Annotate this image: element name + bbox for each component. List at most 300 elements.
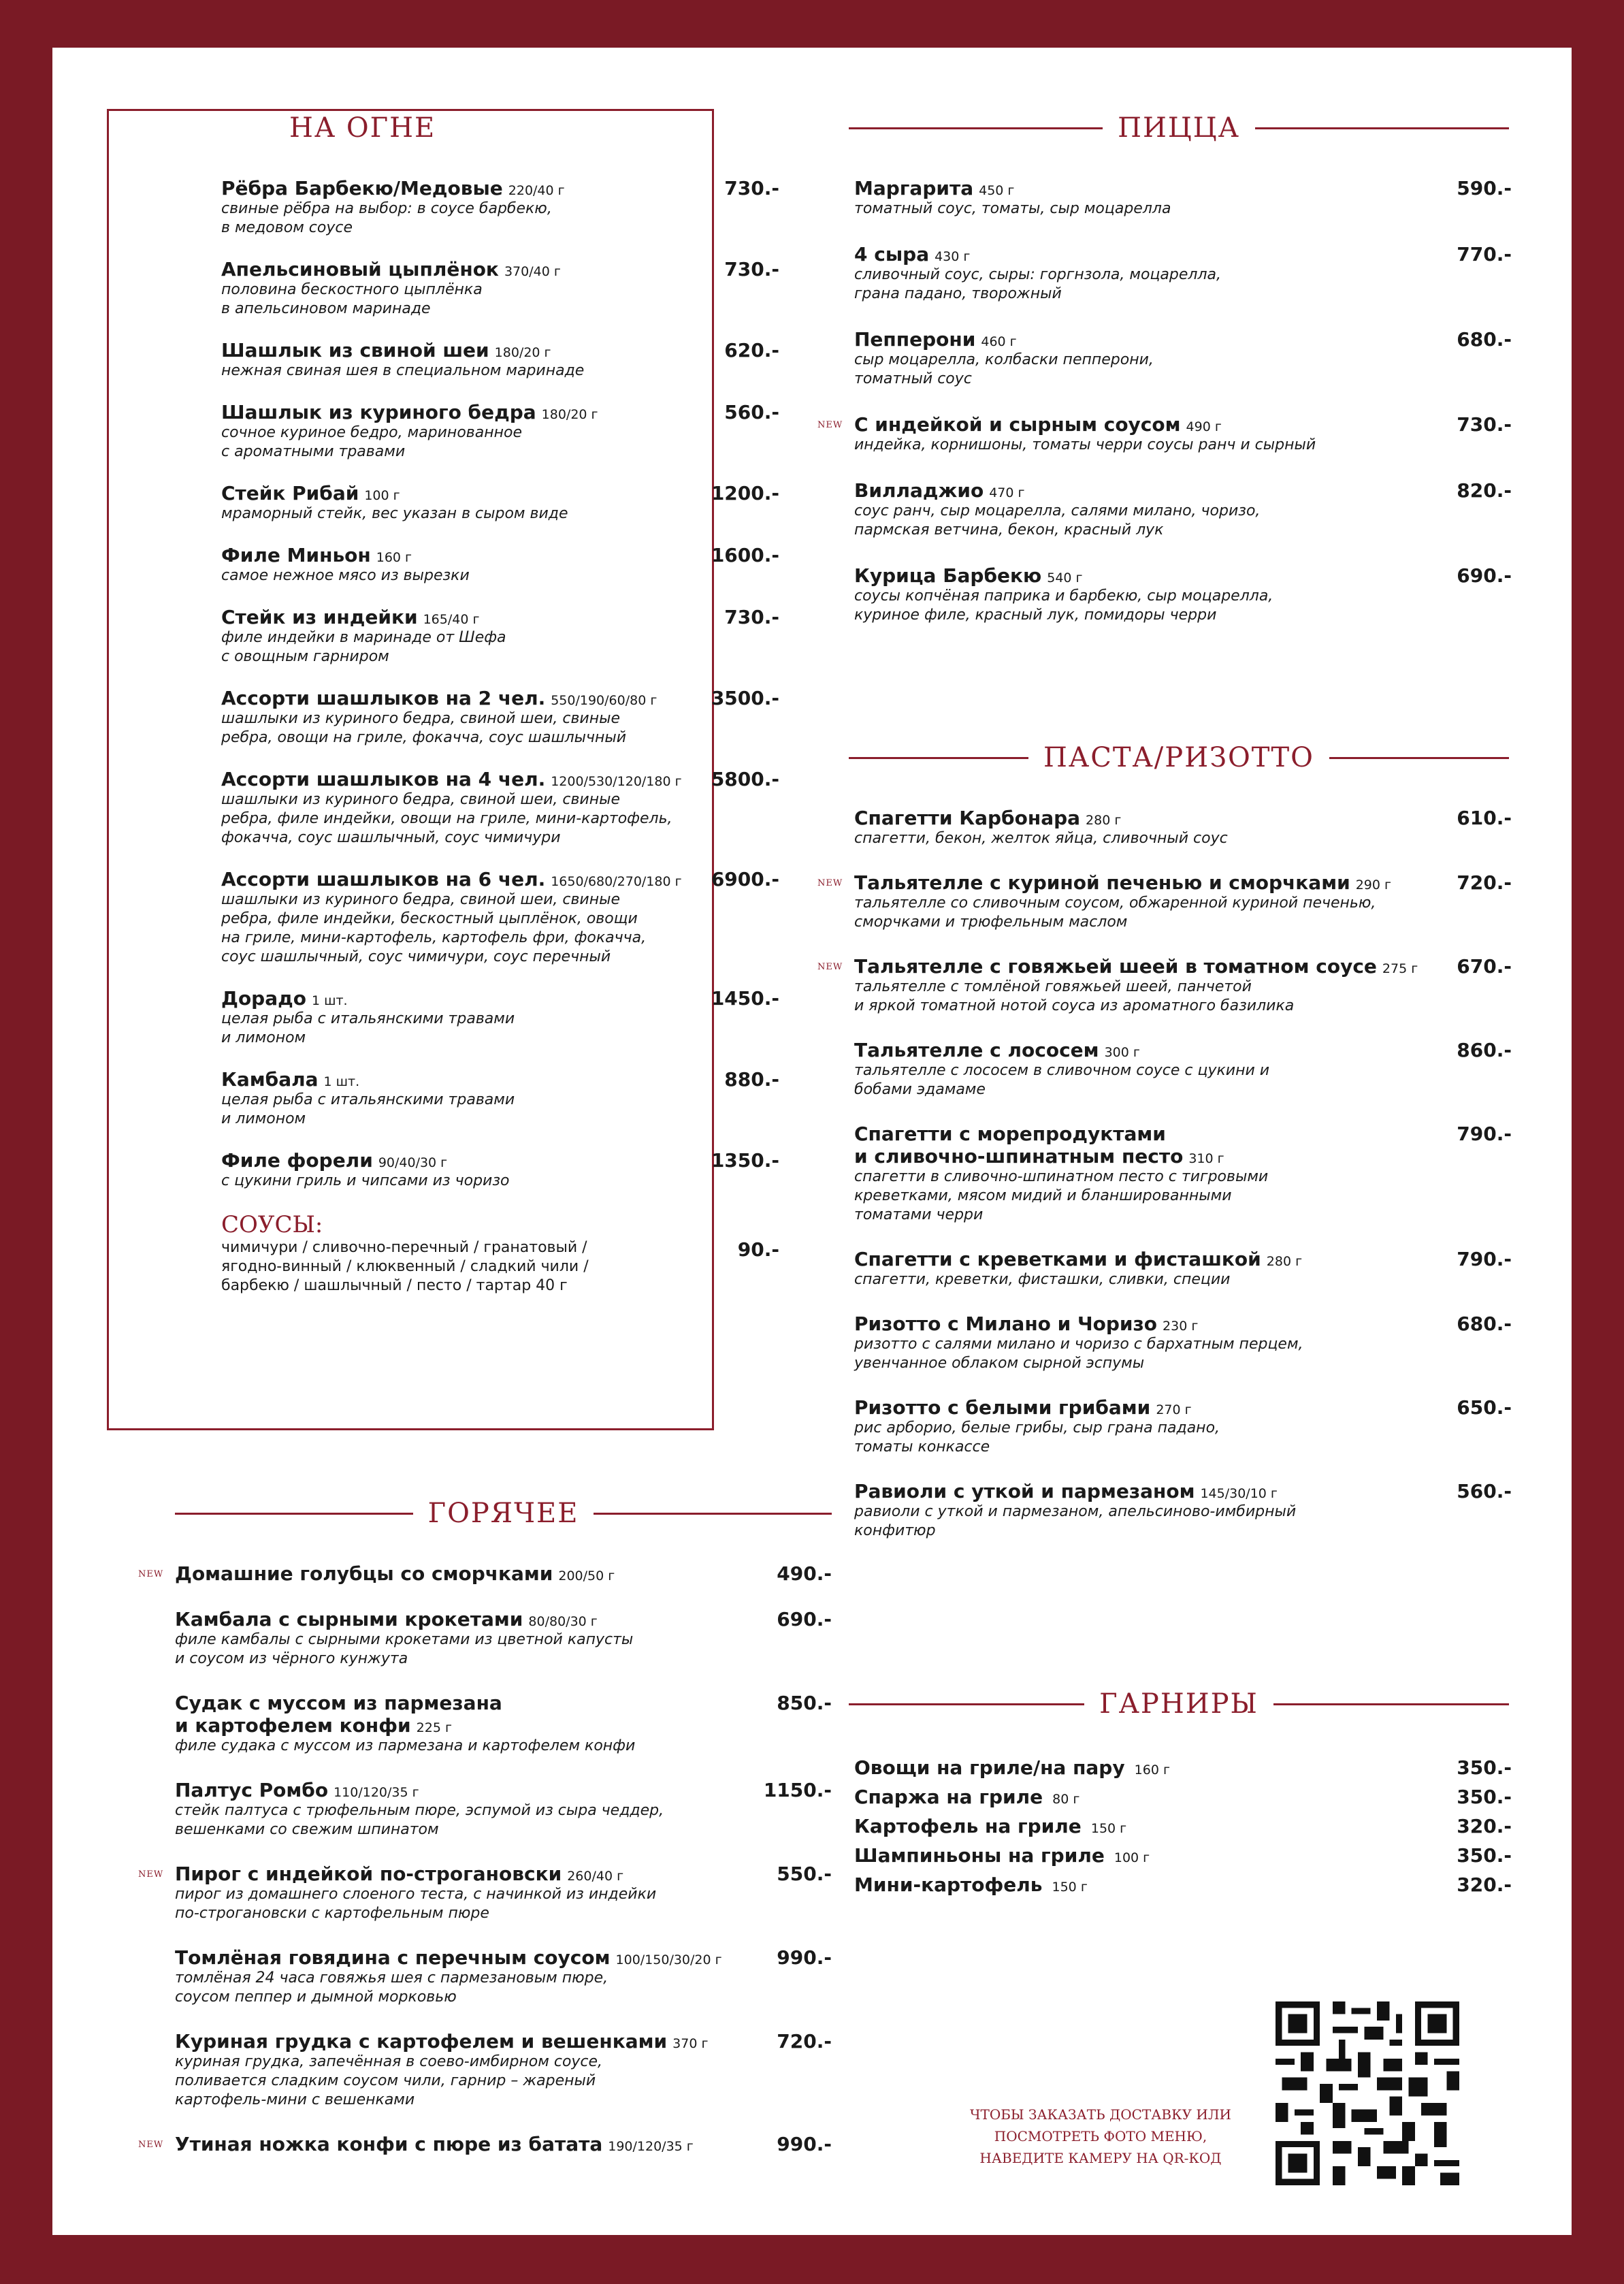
item-weight: 1650/680/270/180 г: [551, 874, 682, 889]
item-description: увенчанное облаком сырной эспумы: [854, 1355, 1145, 1372]
item-name: [854, 243, 970, 266]
item-header: [221, 1068, 779, 1091]
item-description: в медовом соусе: [221, 219, 353, 236]
item-name-line: Ризотто с Милано и Чоризо: [854, 1313, 1158, 1335]
item-description: куриная грудка, запечённая в соево-имбирном соусе,: [175, 2053, 603, 2070]
item-name-line: Стейк Рибай: [221, 482, 359, 504]
item-description: сморчками и трюфельным маслом: [854, 914, 1128, 931]
item-name: [221, 544, 412, 566]
item-name-line: Дорадо: [221, 987, 306, 1010]
menu-item: [221, 987, 779, 1048]
item-description: и соусом из чёрного кунжута: [175, 1650, 408, 1667]
sauces-block: [221, 1211, 779, 1296]
item-weight: 230 г: [1163, 1319, 1199, 1334]
item-weight: 180/20 г: [541, 407, 598, 422]
item-price: 590.-: [1457, 177, 1512, 199]
menu-item: [138, 1863, 832, 1923]
item-name: [221, 258, 561, 280]
item-header: [854, 807, 1512, 829]
menu-item: [854, 807, 1512, 848]
item-price: 690.-: [777, 1608, 832, 1630]
item-description: с ароматными травами: [221, 443, 406, 460]
item-weight: 180/20 г: [494, 345, 551, 360]
item-weight: 1 шт.: [323, 1074, 360, 1089]
item-name-line: Камбала с сырными крокетами: [175, 1608, 523, 1630]
item-weight: 460 г: [981, 334, 1017, 349]
item-description: самое нежное мясо из вырезки: [221, 567, 470, 584]
item-header: [854, 955, 1512, 978]
item-description: тальятелле со сливочным соусом, обжаренной куриной печенью,: [854, 895, 1376, 912]
item-description: в апельсиновом маринаде: [221, 300, 431, 317]
item-description: ребра, филе индейки, бескостный цыплёнок, овощи: [221, 910, 638, 927]
item-price: 850.-: [777, 1692, 832, 1714]
item-name-line: Спагетти Карбонара: [854, 807, 1081, 829]
item-header: [854, 479, 1512, 502]
item-name: [221, 768, 682, 790]
item-name-line: Домашние голубцы со сморчками: [175, 1562, 553, 1585]
item-header: [175, 1779, 832, 1801]
item-name: [854, 1039, 1140, 1061]
divider-line: [1329, 757, 1509, 759]
item-name-line: Куриная грудка с картофелем и вешенками: [175, 2030, 668, 2053]
item-name-line: Курица Барбекю: [854, 564, 1042, 587]
item-description: куриное филе, красный лук, помидоры черри: [854, 607, 1217, 624]
pasta-items-list: [817, 807, 1512, 1564]
item-name: [221, 482, 400, 504]
item-price: 560.-: [724, 401, 779, 423]
garnish-weight: 160 г: [1130, 1763, 1170, 1778]
item-name: [854, 807, 1121, 829]
item-name-line: Стейк из индейки: [221, 606, 418, 628]
item-weight: 190/120/35 г: [608, 2139, 694, 2154]
item-description: поливается сладким соусом чили, гарнир – жареный: [175, 2072, 596, 2089]
item-price: 990.-: [777, 2133, 832, 2155]
item-header: [221, 1149, 779, 1172]
item-name: [854, 479, 1025, 502]
item-name-line: Спагетти с креветками и фисташкой: [854, 1248, 1261, 1270]
garnish-name: Мини-картофель 150 г: [854, 1873, 1088, 1896]
menu-item: [854, 479, 1512, 540]
sauces-title: СОУСЫ:: [221, 1211, 323, 1238]
item-description: томатный соус: [854, 370, 972, 387]
item-price: 770.-: [1457, 243, 1512, 266]
item-name: [221, 606, 479, 628]
menu-item: [221, 544, 779, 585]
item-name: [175, 1562, 615, 1585]
item-description: целая рыба с итальянскими травами: [221, 1010, 515, 1027]
item-description: тальятелле с лососем в сливочном соусе с цукини и: [854, 1062, 1270, 1079]
qr-caption: [924, 2104, 1278, 2169]
item-name: [854, 177, 1014, 199]
hot-section-title: ГОРЯЧЕЕ: [427, 1498, 579, 1529]
item-description: филе индейки в маринаде от Шефа: [221, 629, 506, 646]
item-description: томатный соус, томаты, сыр моцарелла: [854, 200, 1171, 217]
garnish-name: Овощи на гриле/на пару 160 г: [854, 1756, 1170, 1779]
item-name: [854, 1396, 1192, 1419]
menu-item: [854, 1248, 1512, 1289]
sauce-line: барбекю / шашлычный / песто / тартар 40 г: [221, 1277, 568, 1294]
garnish-price: 320.-: [1457, 1873, 1512, 1896]
item-price: 5800.-: [711, 768, 779, 790]
item-price: 1200.-: [711, 482, 779, 504]
item-price: 1600.-: [711, 544, 779, 566]
menu-item: [854, 1396, 1512, 1457]
sauces-row: [221, 1238, 779, 1296]
sauces-price: 90.-: [737, 1238, 779, 1261]
item-name-line: Рёбра Барбекю/Медовые: [221, 177, 503, 199]
item-description: рис арборио, белые грибы, сыр грана падано,: [854, 1419, 1220, 1436]
item-name: [221, 401, 598, 423]
item-name: [854, 871, 1391, 894]
item-description: фокачча, соус шашлычный, соус чимичури: [221, 829, 561, 846]
item-name: [221, 868, 682, 890]
item-weight: 160 г: [376, 550, 412, 565]
item-name-line: Филе Миньон: [221, 544, 371, 566]
item-weight: 370 г: [672, 2036, 709, 2051]
item-description: ризотто с салями милано и чоризо с бархатным перцем,: [854, 1336, 1303, 1353]
menu-item: [854, 177, 1512, 219]
item-description: стейк палтуса с трюфельным пюре, эспумой из сыра чеддер,: [175, 1802, 664, 1819]
item-name: [854, 955, 1418, 978]
fire-section-title: НА ОГНЕ: [277, 112, 448, 144]
item-description: конфитюр: [854, 1522, 936, 1539]
item-name: [175, 2030, 708, 2053]
item-header: [854, 413, 1512, 436]
item-name-line: Пирог с индейкой по-строгановски: [175, 1863, 562, 1885]
menu-item: [854, 1480, 1512, 1541]
item-description: картофель-мини с вешенками: [175, 2091, 415, 2108]
menu-item: [175, 1692, 832, 1756]
item-header: [854, 1248, 1512, 1270]
item-name-line: Филе форели: [221, 1149, 373, 1172]
item-name-line: Томлёная говядина с перечным соусом: [175, 1946, 611, 1969]
item-header: [221, 177, 779, 199]
item-description: шашлыки из куриного бедра, свиной шеи, свиные: [221, 791, 621, 808]
item-description: мраморный стейк, вес указан в сыром виде: [221, 505, 568, 522]
item-description: ребра, овощи на гриле, фокачча, соус шашлычный: [221, 729, 627, 746]
item-name: [175, 1863, 623, 1885]
pasta-section-title: ПАСТА/РИЗОТТО: [1043, 742, 1314, 773]
item-description: бобами эдамаме: [854, 1081, 986, 1098]
item-name: [175, 1608, 598, 1630]
item-name: [854, 564, 1083, 587]
item-weight: 310 г: [1188, 1151, 1224, 1166]
item-description: креветками, мясом мидий и бланшированными: [854, 1187, 1232, 1204]
item-price: 730.-: [1457, 413, 1512, 436]
item-price: 720.-: [777, 2030, 832, 2053]
item-description: с цукини гриль и чипсами из чоризо: [221, 1172, 510, 1189]
item-description: пармская ветчина, бекон, красный лук: [854, 521, 1164, 538]
item-price: 490.-: [777, 1562, 832, 1585]
divider-line: [849, 757, 1028, 759]
garnish-row: [854, 1844, 1512, 1867]
item-header: [854, 328, 1512, 351]
item-name-line: Тальятелле с куриной печенью и сморчками: [854, 871, 1350, 894]
item-weight: 1200/530/120/180 г: [551, 774, 682, 789]
menu-item: [221, 339, 779, 381]
garnish-row: [854, 1756, 1512, 1779]
garnish-row: [854, 1815, 1512, 1837]
menu-item: [221, 868, 779, 967]
item-name-line: Спагетти с морепродуктами: [854, 1123, 1166, 1145]
item-weight: 145/30/10 г: [1200, 1486, 1278, 1501]
item-header: [175, 1863, 832, 1885]
item-name-line: Тальятелле с говяжьей шеей в томатном соусе: [854, 955, 1377, 978]
item-weight: 80/80/30 г: [528, 1614, 598, 1629]
garnish-row: [854, 1786, 1512, 1808]
garnish-items-list: [854, 1756, 1512, 1903]
item-weight: 100 г: [364, 488, 400, 503]
item-name-line: Ассорти шашлыков на 6 чел.: [221, 868, 546, 890]
menu-item: [854, 1313, 1512, 1373]
item-name: [175, 1779, 419, 1801]
item-description: половина бескостного цыплёнка: [221, 281, 483, 298]
item-header: [854, 177, 1512, 199]
item-weight: 470 г: [989, 485, 1025, 500]
item-header: [175, 2133, 832, 2155]
new-badge: NEW: [138, 2140, 164, 2150]
menu-item: [854, 1123, 1512, 1225]
garnish-weight: 80 г: [1048, 1792, 1080, 1807]
item-weight: 200/50 г: [558, 1569, 615, 1583]
item-name-line: Утиная ножка конфи с пюре из батата: [175, 2133, 603, 2155]
menu-item: [175, 1779, 832, 1839]
item-weight: 165/40 г: [423, 612, 480, 627]
item-weight: 100/150/30/20 г: [615, 1952, 722, 1967]
item-weight: 110/120/35 г: [334, 1785, 419, 1800]
item-description: соусы копчёная паприка и барбекю, сыр моцарелла,: [854, 588, 1273, 605]
garnish-section-title: ГАРНИРЫ: [1099, 1688, 1258, 1720]
garnish-row: [854, 1873, 1512, 1896]
item-description: сливочный соус, сыры: горгнзола, моцарелла,: [854, 266, 1222, 283]
item-description: спагетти, креветки, фисташки, сливки, специи: [854, 1271, 1231, 1288]
item-weight: 1 шт.: [311, 993, 348, 1008]
garnish-section-header: [849, 1688, 1509, 1720]
divider-line: [1273, 1703, 1509, 1705]
item-description: спагетти, бекон, желток яйца, сливочный соус: [854, 830, 1228, 847]
sauces-description: [221, 1238, 589, 1296]
item-name: [175, 2133, 694, 2155]
item-description: грана падано, творожный: [854, 285, 1062, 302]
item-name-line: Палтус Ромбо: [175, 1779, 329, 1801]
item-name: [221, 339, 551, 361]
sauce-line: чимичури / сливочно-перечный / гранатовый /: [221, 1239, 587, 1256]
menu-item: [854, 243, 1512, 304]
new-badge: NEW: [817, 878, 843, 888]
pasta-section-header: [849, 742, 1509, 773]
garnish-weight: 100 г: [1109, 1850, 1150, 1865]
menu-item: [221, 687, 779, 747]
item-name: [854, 1313, 1198, 1335]
item-header: [221, 687, 779, 709]
item-price: 730.-: [724, 606, 779, 628]
item-description: вешенками со свежим шпинатом: [175, 1821, 439, 1838]
item-weight: 270 г: [1156, 1402, 1192, 1417]
garnish-price: 320.-: [1457, 1815, 1512, 1837]
item-header: [854, 1480, 1512, 1502]
garnish-price: 350.-: [1457, 1786, 1512, 1808]
item-weight: 550/190/60/80 г: [551, 693, 657, 708]
item-name: [854, 328, 1017, 351]
item-price: 1450.-: [711, 987, 779, 1010]
item-name: [221, 687, 657, 709]
item-name-line: 4 сыра: [854, 243, 930, 266]
item-name: [854, 1123, 1224, 1168]
item-header: [221, 768, 779, 790]
divider-line: [1255, 127, 1509, 129]
item-price: 620.-: [724, 339, 779, 361]
item-name: [175, 1692, 502, 1737]
item-description: нежная свиная шея в специальном маринаде: [221, 362, 585, 379]
item-price: 730.-: [724, 258, 779, 280]
pizza-section-header: [849, 112, 1509, 144]
item-header: [221, 987, 779, 1010]
item-price: 610.-: [1457, 807, 1512, 829]
menu-item: [221, 1068, 779, 1129]
new-badge: NEW: [138, 1569, 164, 1579]
item-name-line: Ассорти шашлыков на 4 чел.: [221, 768, 546, 790]
item-header: [854, 1313, 1512, 1335]
item-price: 860.-: [1457, 1039, 1512, 1061]
item-name: [854, 1480, 1278, 1502]
qr-caption-line: ПОСМОТРЕТЬ ФОТО МЕНЮ,: [994, 2128, 1207, 2144]
item-weight: 220/40 г: [508, 183, 565, 198]
menu-item: [817, 871, 1512, 932]
garnish-weight: 150 г: [1048, 1880, 1088, 1895]
item-name-line: Апельсиновый цыплёнок: [221, 258, 499, 280]
new-badge: NEW: [817, 420, 843, 430]
item-description: с овощным гарниром: [221, 648, 389, 665]
item-price: 650.-: [1457, 1396, 1512, 1419]
menu-item: [817, 413, 1512, 455]
menu-item: [138, 1562, 832, 1585]
new-badge: NEW: [138, 1869, 164, 1880]
item-description: томаты конкассе: [854, 1438, 990, 1455]
item-weight: 90/40/30 г: [378, 1155, 448, 1170]
item-name-line: Шашлык из куриного бедра: [221, 401, 536, 423]
item-header: [854, 1123, 1512, 1168]
pizza-section-title: ПИЦЦА: [1118, 112, 1240, 144]
divider-line: [594, 1513, 832, 1515]
item-description: тальятелле с томлёной говяжьей шеей, панчетой: [854, 978, 1252, 995]
garnish-name: Спаржа на гриле 80 г: [854, 1786, 1080, 1808]
item-header: [175, 2030, 832, 2053]
hot-items-list: [138, 1562, 832, 2178]
item-description: и яркой томатной нотой соуса из ароматного базилика: [854, 997, 1295, 1014]
item-description: филе судака с муссом из пармезана и картофелем конфи: [175, 1737, 636, 1754]
item-header: [854, 243, 1512, 266]
item-name-line: Пепперони: [854, 328, 976, 351]
item-name-line: С индейкой и сырным соусом: [854, 413, 1181, 436]
item-header: [175, 1946, 832, 1969]
item-name-line: Ризотто с белыми грибами: [854, 1396, 1151, 1419]
item-weight: 490 г: [1186, 419, 1222, 434]
item-header: [221, 401, 779, 423]
item-price: 680.-: [1457, 1313, 1512, 1335]
item-price: 820.-: [1457, 479, 1512, 502]
item-description: спагетти в сливочно-шпинатном песто с тигровыми: [854, 1168, 1269, 1185]
item-description: ребра, филе индейки, овощи на гриле, мини-картофель,: [221, 810, 672, 827]
item-name: [221, 177, 565, 199]
item-description: соус ранч, сыр моцарелла, салями милано, чоризо,: [854, 502, 1261, 519]
item-weight: 260/40 г: [567, 1869, 624, 1884]
item-weight: 225 г: [416, 1720, 452, 1735]
item-header: [221, 482, 779, 504]
item-header: [175, 1692, 832, 1737]
item-name-line: Ассорти шашлыков на 2 чел.: [221, 687, 546, 709]
item-description: пирог из домашнего слоеного теста, с начинкой из индейки: [175, 1886, 657, 1903]
item-weight: 540 г: [1047, 570, 1083, 585]
item-description: шашлыки из куриного бедра, свиной шеи, свиные: [221, 891, 621, 908]
item-header: [175, 1562, 832, 1585]
item-header: [221, 868, 779, 890]
menu-page: [52, 48, 1572, 2235]
item-price: 560.-: [1457, 1480, 1512, 1502]
item-header: [854, 1396, 1512, 1419]
item-price: 880.-: [724, 1068, 779, 1091]
item-description: сыр моцарелла, колбаски пепперони,: [854, 351, 1154, 368]
item-name: [221, 1068, 359, 1091]
hot-section-header: [175, 1498, 832, 1529]
item-header: [854, 564, 1512, 587]
menu-item: [854, 328, 1512, 389]
menu-item: [175, 1608, 832, 1669]
item-name: [175, 1946, 722, 1969]
menu-item: [854, 1039, 1512, 1099]
divider-line: [849, 127, 1103, 129]
item-price: 3500.-: [711, 687, 779, 709]
item-price: 720.-: [1457, 871, 1512, 894]
item-name-line: Судак с муссом из пармезана: [175, 1692, 502, 1714]
sauce-line: ягодно-винный / клюквенный / сладкий чили /: [221, 1258, 589, 1275]
item-header: [221, 544, 779, 566]
item-weight: 280 г: [1266, 1254, 1303, 1269]
menu-item: [221, 258, 779, 319]
divider-line: [849, 1703, 1084, 1705]
fire-items-list: [221, 177, 779, 1313]
item-price: 990.-: [777, 1946, 832, 1969]
item-description: томлёная 24 часа говяжья шея с пармезановым пюре,: [175, 1969, 608, 1987]
item-name-line: Шашлык из свиной шеи: [221, 339, 489, 361]
item-name-line: Вилладжио: [854, 479, 984, 502]
item-name-line: Тальятелле с лососем: [854, 1039, 1099, 1061]
menu-item: [175, 1946, 832, 2007]
qr-code-icon[interactable]: [1276, 2001, 1459, 2185]
item-description: свиные рёбра на выбор: в соусе барбекю,: [221, 200, 552, 217]
menu-item: [221, 606, 779, 666]
menu-item: [221, 1149, 779, 1191]
item-name-line: и картофелем конфи: [175, 1714, 411, 1737]
item-header: [221, 339, 779, 361]
garnish-name: Шампиньоны на гриле 100 г: [854, 1844, 1150, 1867]
new-badge: NEW: [817, 962, 843, 972]
item-weight: 280 г: [1086, 813, 1122, 828]
item-price: 790.-: [1457, 1123, 1512, 1145]
item-weight: 275 г: [1382, 961, 1418, 976]
item-weight: 300 г: [1104, 1045, 1140, 1060]
item-price: 790.-: [1457, 1248, 1512, 1270]
item-name: [221, 987, 348, 1010]
item-description: на гриле, мини-картофель, картофель фри, фокачча,: [221, 929, 647, 946]
item-name: [221, 1149, 447, 1172]
garnish-name: Картофель на гриле 150 г: [854, 1815, 1127, 1837]
menu-item: [221, 482, 779, 524]
item-description: равиоли с уткой и пармезаном, апельсиново-имбирный: [854, 1503, 1297, 1520]
item-header: [854, 871, 1512, 894]
qr-caption-line: ЧТОБЫ ЗАКАЗАТЬ ДОСТАВКУ ИЛИ: [970, 2106, 1231, 2123]
garnish-weight: 150 г: [1086, 1821, 1127, 1836]
item-price: 6900.-: [711, 868, 779, 890]
